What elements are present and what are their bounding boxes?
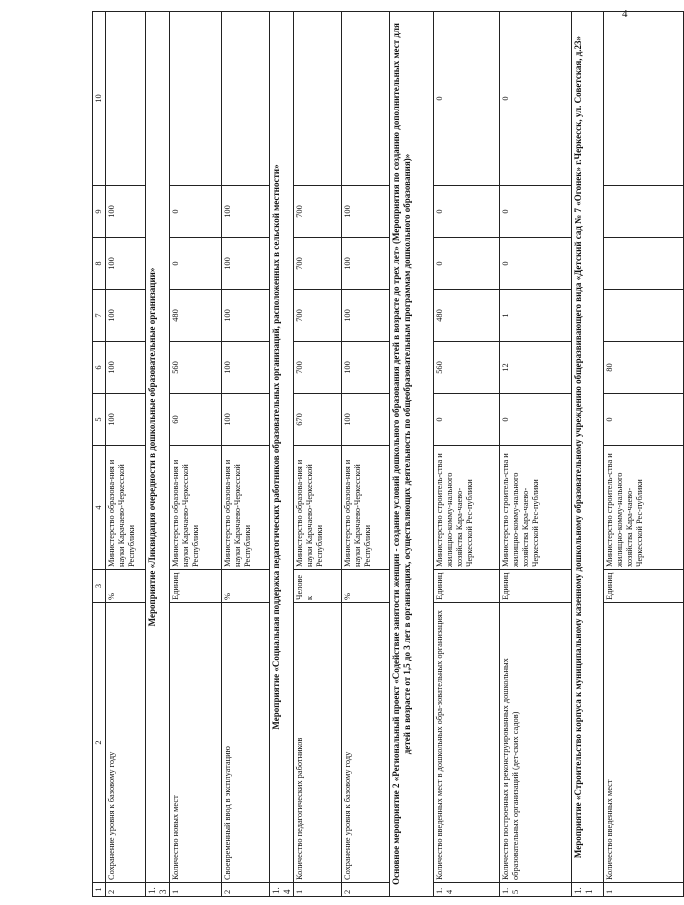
value-cell: 100 bbox=[342, 342, 390, 394]
value-cell: 100 bbox=[106, 342, 146, 394]
indicator-name: Сохранение уровня к базовому году bbox=[106, 603, 146, 883]
row-number: 1 bbox=[170, 883, 222, 897]
unit: Человек bbox=[294, 570, 342, 603]
main-event-title: Основное мероприятие 2 «Региональный проект «Содействие занятости женщин - создание условий дошкольного образования детей в возрасте до трех лет» (Мероприятия по созданию дополнительных мест для детей в возрасте от 1,5 до 3 лет в организациях, осуществляющих деятельность по общеобразовательным программам дошкольного образования)» bbox=[390, 12, 434, 897]
value-cell: 0 bbox=[604, 394, 684, 446]
indicator-name: Своевременный ввод в эксплуатацию bbox=[222, 603, 270, 883]
value-cell: 0 bbox=[434, 238, 500, 290]
page-number: 4 bbox=[622, 8, 628, 20]
value-cell: 100 bbox=[222, 186, 270, 238]
section-title: Мероприятие «Ликвидация очередности в дошкольные образовательные организации» bbox=[146, 12, 170, 883]
responsible-org: Министерство образова-ния и науки Карачаево-Черкесской Республики bbox=[222, 446, 270, 570]
unit: % bbox=[106, 570, 146, 603]
value-cell bbox=[342, 12, 390, 186]
value-cell: 0 bbox=[434, 394, 500, 446]
value-cell: 480 bbox=[434, 290, 500, 342]
section-id: 1.4 bbox=[270, 883, 294, 897]
value-cell bbox=[106, 12, 146, 186]
header-cell: 4 bbox=[93, 446, 106, 570]
value-cell: 700 bbox=[294, 238, 342, 290]
responsible-org: Министерство строитель-ства и жилищно-комму-нального хозяйства Кара-чаево-Черкесской Рес-публики bbox=[500, 446, 572, 570]
value-cell bbox=[170, 12, 222, 186]
header-row bbox=[93, 12, 106, 897]
responsible-org: Министерство строитель-ства и жилищно-комму-нального хозяйства Кара-чаево-Черкесской Рес-публики bbox=[434, 446, 500, 570]
value-cell bbox=[294, 12, 342, 186]
indicator-name: Количество введенных мест bbox=[604, 603, 684, 883]
row-number: 1.4 bbox=[434, 883, 500, 897]
section-id: 1.1 bbox=[572, 883, 604, 897]
value-cell: 560 bbox=[170, 342, 222, 394]
value-cell: 480 bbox=[170, 290, 222, 342]
responsible-org: Министерство образова-ния и науки Карачаево-Черкесской Республики bbox=[106, 446, 146, 570]
table-row bbox=[604, 12, 684, 897]
indicator-name: Количество новых мест bbox=[170, 603, 222, 883]
row-number: 1 bbox=[294, 883, 342, 897]
value-cell bbox=[604, 238, 684, 290]
value-cell: 100 bbox=[342, 186, 390, 238]
value-cell: 670 bbox=[294, 394, 342, 446]
value-cell: 0 bbox=[434, 186, 500, 238]
section-title: Мероприятие «Социальная поддержка педагогических работников образовательных организаций, расположенных в сельской местности» bbox=[270, 12, 294, 883]
header-cell: 2 bbox=[93, 603, 106, 883]
responsible-org: Министерство строитель-ства и жилищно-комму-нального хозяйства Кара-чаево-Черкесской Рес-публики bbox=[604, 446, 684, 570]
main-event-row bbox=[390, 12, 434, 897]
indicator-name: Количество введенных мест в дошкольных обра-зовательных организациях bbox=[434, 603, 500, 883]
table-row bbox=[342, 12, 390, 897]
value-cell: 100 bbox=[106, 394, 146, 446]
value-cell: 700 bbox=[294, 342, 342, 394]
value-cell: 60 bbox=[170, 394, 222, 446]
value-cell bbox=[604, 12, 684, 186]
value-cell: 12 bbox=[500, 342, 572, 394]
header-cell: 6 bbox=[93, 342, 106, 394]
rotated-table-wrapper bbox=[92, 12, 645, 897]
value-cell: 100 bbox=[106, 290, 146, 342]
value-cell: 100 bbox=[342, 394, 390, 446]
value-cell: 0 bbox=[500, 394, 572, 446]
section-row bbox=[572, 12, 604, 897]
value-cell: 100 bbox=[222, 342, 270, 394]
value-cell: 80 bbox=[604, 342, 684, 394]
unit: Единиц bbox=[170, 570, 222, 603]
indicator-name: Сохранение уровня к базовому году bbox=[342, 603, 390, 883]
header-cell: 7 bbox=[93, 290, 106, 342]
responsible-org: Министерство образова-ния и науки Карачаево-Черкесской Республики bbox=[170, 446, 222, 570]
unit: Единиц bbox=[500, 570, 572, 603]
unit: Единиц bbox=[434, 570, 500, 603]
value-cell bbox=[604, 186, 684, 238]
value-cell: 700 bbox=[294, 290, 342, 342]
table-row bbox=[434, 12, 500, 897]
header-cell: 9 bbox=[93, 186, 106, 238]
responsible-org: Министерство образова-ния и науки Карачаево-Черкесской Республики bbox=[294, 446, 342, 570]
table-row bbox=[222, 12, 270, 897]
unit: Единиц bbox=[604, 570, 684, 603]
indicators-table bbox=[92, 11, 684, 897]
row-number: 2 bbox=[106, 883, 146, 897]
header-cell: 5 bbox=[93, 394, 106, 446]
section-row bbox=[270, 12, 294, 897]
value-cell: 1 bbox=[500, 290, 572, 342]
page-frame bbox=[92, 12, 645, 897]
section-row bbox=[146, 12, 170, 897]
section-id: 1.3 bbox=[146, 883, 170, 897]
header-cell: 3 bbox=[93, 570, 106, 603]
header-cell: 8 bbox=[93, 238, 106, 290]
header-cell: 10 bbox=[93, 12, 106, 186]
indicator-name: Количество педагогических работников bbox=[294, 603, 342, 883]
value-cell: 700 bbox=[294, 186, 342, 238]
section-title: Мероприятие «Строительство корпуса к муниципальному казенному дошкольному образовательному учреждению общеразвивающего вида «Детский сад № 7 «Огонек» г.Черкесск, ул. Советская, д.23» bbox=[572, 12, 604, 883]
row-number: 1.5 bbox=[500, 883, 572, 897]
value-cell: 100 bbox=[222, 290, 270, 342]
unit: % bbox=[342, 570, 390, 603]
value-cell: 100 bbox=[222, 394, 270, 446]
indicator-name: Количество построенных и реконструированных дошкольных образовательных организаций (дет-ских садов) bbox=[500, 603, 572, 883]
table-row bbox=[106, 12, 146, 897]
value-cell: 100 bbox=[106, 186, 146, 238]
value-cell: 0 bbox=[170, 186, 222, 238]
table-row bbox=[170, 12, 222, 897]
value-cell: 0 bbox=[500, 186, 572, 238]
value-cell: 0 bbox=[434, 12, 500, 186]
value-cell: 0 bbox=[500, 238, 572, 290]
value-cell: 100 bbox=[222, 238, 270, 290]
value-cell: 0 bbox=[170, 238, 222, 290]
row-number: 1 bbox=[604, 883, 684, 897]
value-cell: 100 bbox=[106, 238, 146, 290]
value-cell: 100 bbox=[342, 238, 390, 290]
table-row bbox=[500, 12, 572, 897]
value-cell bbox=[604, 290, 684, 342]
responsible-org: Министерство образова-ния и науки Карачаево-Черкесской Республики bbox=[342, 446, 390, 570]
table-row bbox=[294, 12, 342, 897]
row-number: 2 bbox=[222, 883, 270, 897]
header-cell: 1 bbox=[93, 883, 106, 897]
value-cell: 560 bbox=[434, 342, 500, 394]
value-cell bbox=[222, 12, 270, 186]
row-number: 2 bbox=[342, 883, 390, 897]
value-cell: 100 bbox=[342, 290, 390, 342]
unit: % bbox=[222, 570, 270, 603]
value-cell: 0 bbox=[500, 12, 572, 186]
